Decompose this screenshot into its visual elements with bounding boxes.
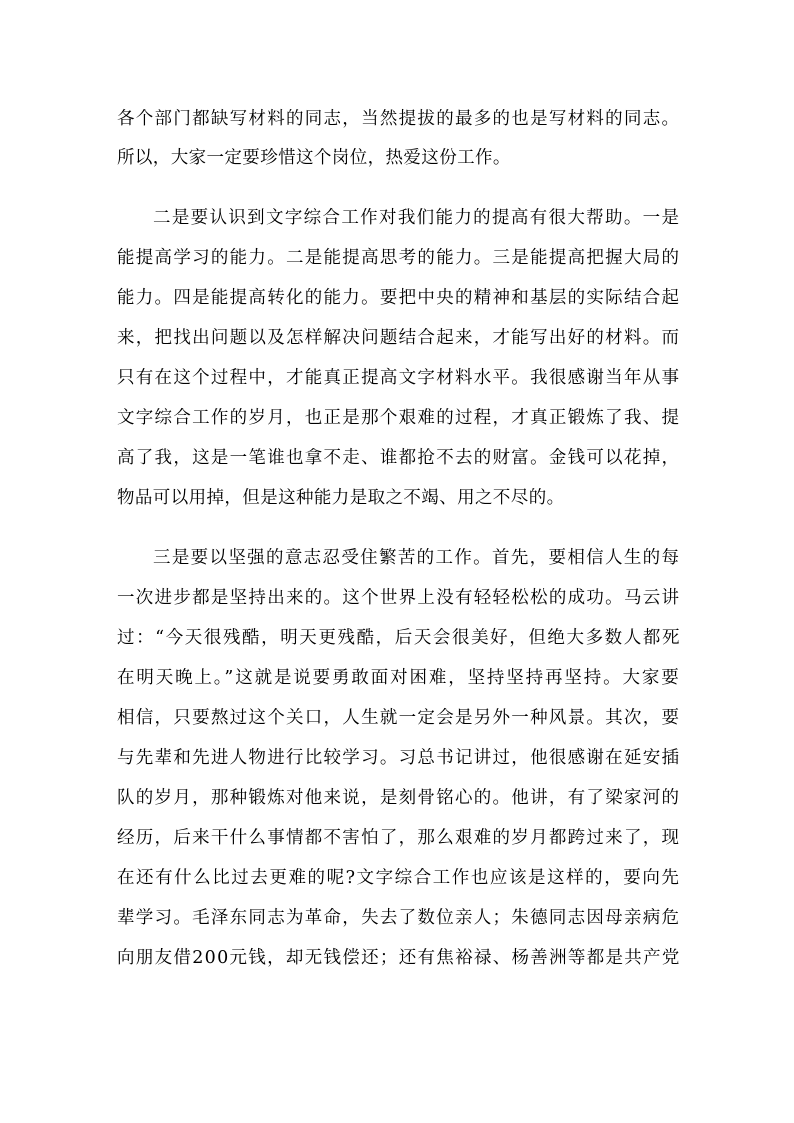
paragraph-3-line-9: 在还有什么比过去更难的呢?文字综合工作也应该是这样的，要向先 [117, 868, 681, 888]
paragraph-2-line-5: 只有在这个过程中，才能真正提高文字材料水平。我很感谢当年从事 [117, 368, 681, 388]
paragraph-2-line-8: 物品可以用掉，但是这种能力是取之不竭、用之不尽的。 [117, 488, 565, 508]
paragraph-3-line-1: 三是要以坚强的意志忍受住繁苦的工作。首先，要相信人生的每 [153, 548, 681, 568]
paragraph-1-line-2: 所以，大家一定要珍惜这个岗位，热爱这份工作。 [117, 148, 511, 168]
paragraph-2-line-1: 二是要认识到文字综合工作对我们能力的提高有很大帮助。一是 [153, 208, 681, 228]
paragraph-3-line-4: 在明天晚上。”这就是说要勇敢面对困难，坚持坚持再坚持。大家要 [117, 668, 681, 688]
paragraph-3-line-7: 队的岁月，那种锻炼对他来说，是刻骨铭心的。他讲，有了梁家河的 [117, 788, 681, 808]
paragraph-3-line-5: 相信，只要熬过这个关口，人生就一定会是另外一种风景。其次，要 [117, 708, 681, 728]
paragraph-2-line-2: 能提高学习的能力。二是能提高思考的能力。三是能提高把握大局的 [117, 248, 681, 268]
paragraph-3-line-11: 向朋友借200元钱，却无钱偿还；还有焦裕禄、杨善洲等都是共产党 [117, 948, 681, 968]
paragraph-3-line-6: 与先辈和先进人物进行比较学习。习总书记讲过，他很感谢在延安插 [117, 748, 681, 768]
paragraph-1-line-1: 各个部门都缺写材料的同志，当然提拔的最多的也是写材料的同志。 [117, 109, 681, 129]
paragraph-3-line-10: 辈学习。毛泽东同志为革命，失去了数位亲人；朱德同志因母亲病危 [117, 908, 681, 928]
paragraph-2-line-3: 能力。四是能提高转化的能力。要把中央的精神和基层的实际结合起 [117, 288, 681, 308]
paragraph-3-line-2: 一次进步都是坚持出来的。这个世界上没有轻轻松松的成功。马云讲 [117, 588, 681, 608]
paragraph-3-line-3: 过：“今天很残酷，明天更残酷，后天会很美好，但绝大多数人都死 [117, 628, 682, 648]
paragraph-3-line-8: 经历，后来干什么事情都不害怕了，那么艰难的岁月都跨过来了，现 [117, 828, 681, 848]
paragraph-2-line-6: 文字综合工作的岁月，也正是那个艰难的过程，才真正锻炼了我、提 [117, 408, 681, 428]
paragraph-2-line-4: 来，把找出问题以及怎样解决问题结合起来，才能写出好的材料。而 [117, 328, 681, 348]
paragraph-2-line-7: 高了我，这是一笔谁也拿不走、谁都抢不去的财富。金钱可以花掉， [117, 448, 681, 468]
